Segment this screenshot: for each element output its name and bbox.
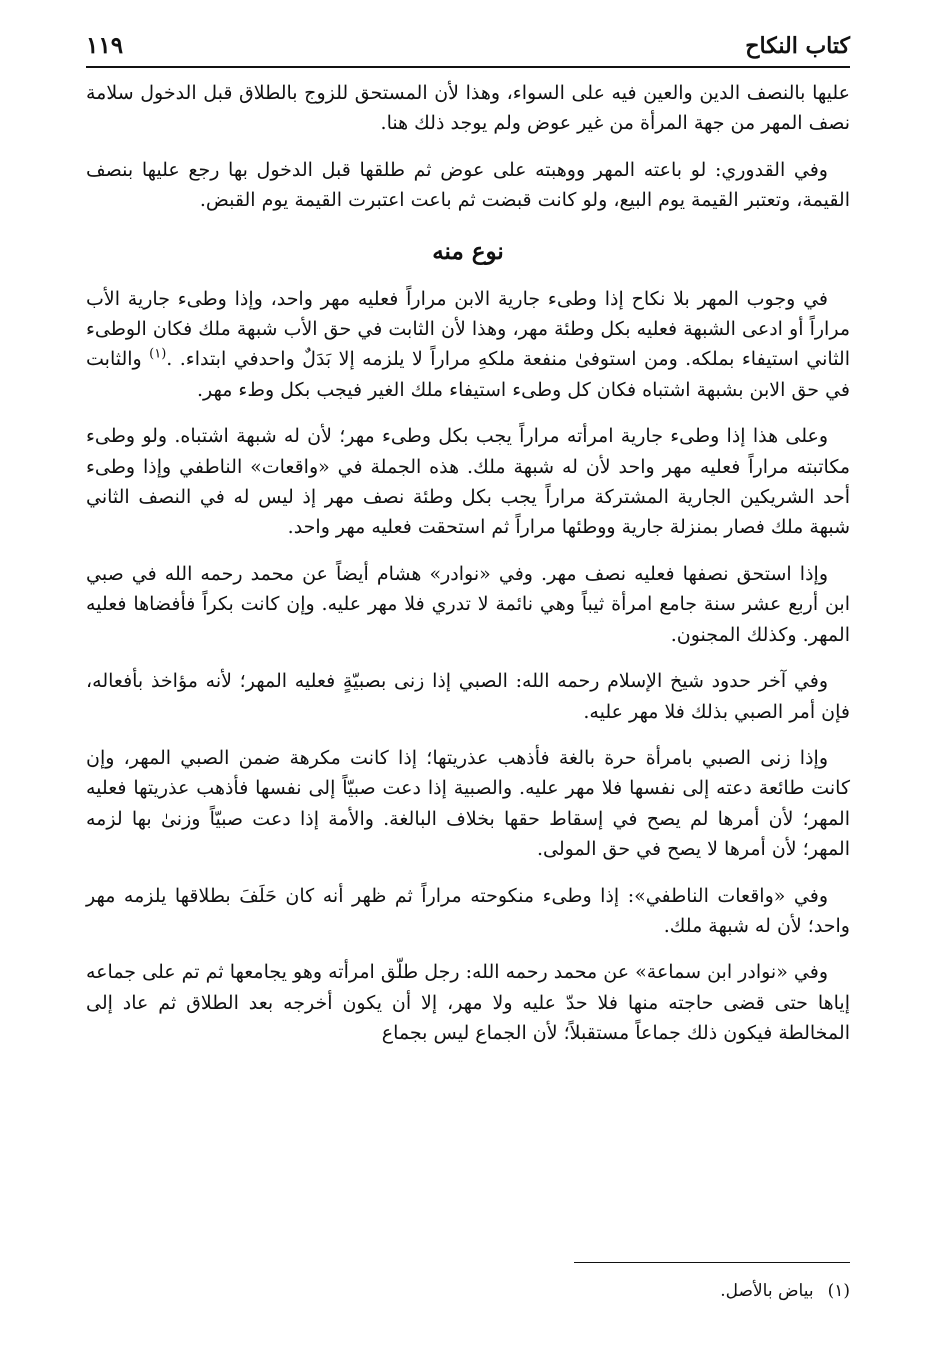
paragraph: وفي القدوري: لو باعته المهر ووهبته على عوض ثم طلقها قبل الدخول بها رجع عليها بنصف القيمة، وتعتبر القيمة يوم البيع، ولو كانت قبضت ثم باعت اعتبرت القيمة يوم القبض. <box>86 158 850 212</box>
footnote <box>720 1278 850 1304</box>
paragraph: عليها بالنصف الدين والعين فيه على السواء، وهذا لأن المستحق للزوج بالطلاق قبل الدخول سلامة نصف المهر من جهة المرأة من غير عوض ولم يوجد ذلك هنا. <box>86 82 850 135</box>
paragraph: وفي آخر حدود شيخ الإسلام رحمه الله: الصبي إذا زنى بصبيّةٍ فعليه المهر؛ لأنه مؤاخذ بأفعاله، فإن أمر الصبي بذلك فلا مهر عليه. <box>86 670 850 723</box>
footnote-reference: (١) <box>149 347 167 363</box>
section-heading: نوع منه <box>432 237 504 265</box>
footnote-number: (١) <box>827 1281 850 1301</box>
paragraph-text: في وجوب المهر بلا نكاح إذا وطىء جارية الابن مراراً فعليه مهر واحد، وإذا وطىء جارية الأب مراراً أو ادعى الشبهة فعليه بكل وطئة مهر، وهذا لأن الثابت في حق الأب شبهة ملك فكان الوطىء الثاني استيفاء بملكه. ومن استوفىٰ منفعة ملكهِ مراراً لا يلزمه إلا بَدَلٌ واحدفي ابتداء. . <box>86 287 851 371</box>
main-text <box>86 78 850 1065</box>
footnote-text: بياض بالأصل. <box>720 1281 814 1301</box>
paragraph: وفي «واقعات الناطفي»: إذا وطىء منكوحته مراراً ثم ظهر أنه كان حَلَفَ بطلاقها يلزمه مهر واحد؛ لأن له شبهة ملك. <box>86 884 850 937</box>
paragraph: وفي «نوادر ابن سماعة» عن محمد رحمه الله: رجل طلّق امرأته وهو يجامعها ثم تم على جماعه إياها حتى قضى حاجته منها فلا حدّ عليه ولا مهر، إلا أن يكون أخرجه بعد الطلاق ثم عاد إلى المخالطة فيكون ذلك جماعاً مستقبلاً؛ لأن الجماع ليس بجماع <box>86 961 850 1045</box>
footnote-divider <box>574 1262 850 1263</box>
paragraph: وإذا استحق نصفها فعليه نصف مهر. وفي «نوادر» هشام أيضاً عن محمد رحمه الله في صبي ابن أربع عشر سنة جامع امرأة ثيباً وهي نائمة لا تدري فلا مهر عليه. وإن كانت بكراً فأفضاها فعليه المهر. وكذلك المجنون. <box>86 562 850 646</box>
paragraph-with-footnote <box>86 284 850 406</box>
paragraph-text: والثابت في حق الابن بشبهة اشتباه فكان كل وطىء استيفاء ملك الغير فيجب بكل وطء مهر. <box>86 348 850 401</box>
page-number: ١١٩ <box>86 32 124 59</box>
chapter-title: كتاب النكاح <box>745 33 850 59</box>
paragraph: وعلى هذا إذا وطىء جارية امرأته مراراً يجب بكل وطىء مهر؛ لأن له شبهة اشتباه. ولو وطىء مكاتبته مراراً فعليه مهر واحد لأن له شبهة ملك. هذه الجملة في «واقعات» الناطفي وإذا وطىء أحد الشريكين الجارية المشتركة مراراً يجب بكل وطئة نصف مهر إذ ليس له في النصف الثاني شبهة ملك فصار بمنزلة جارية ووطئها مراراً ثم استحقت فعليه مهر واحد. <box>86 425 850 539</box>
header-divider <box>86 66 850 68</box>
paragraph: وإذا زنى الصبي بامرأة حرة بالغة فأذهب عذريتها؛ إذا كانت مكرهة ضمن الصبي المهر، وإن كانت طائعة دعته إلى نفسها فلا مهر عليه. والصبية إذا دعت صبيّاً إلى نفسها فأذهب عذريتها فعليه المهر؛ لأن أمرها لم يصح في إسقاط حقها بخلاف البالغة. والأمة إذا دعت صبيّاً وزنىٰ بها لزمه المهر؛ لأن أمرها لا يصح في حق المولى. <box>86 746 850 861</box>
page-header <box>86 24 850 62</box>
